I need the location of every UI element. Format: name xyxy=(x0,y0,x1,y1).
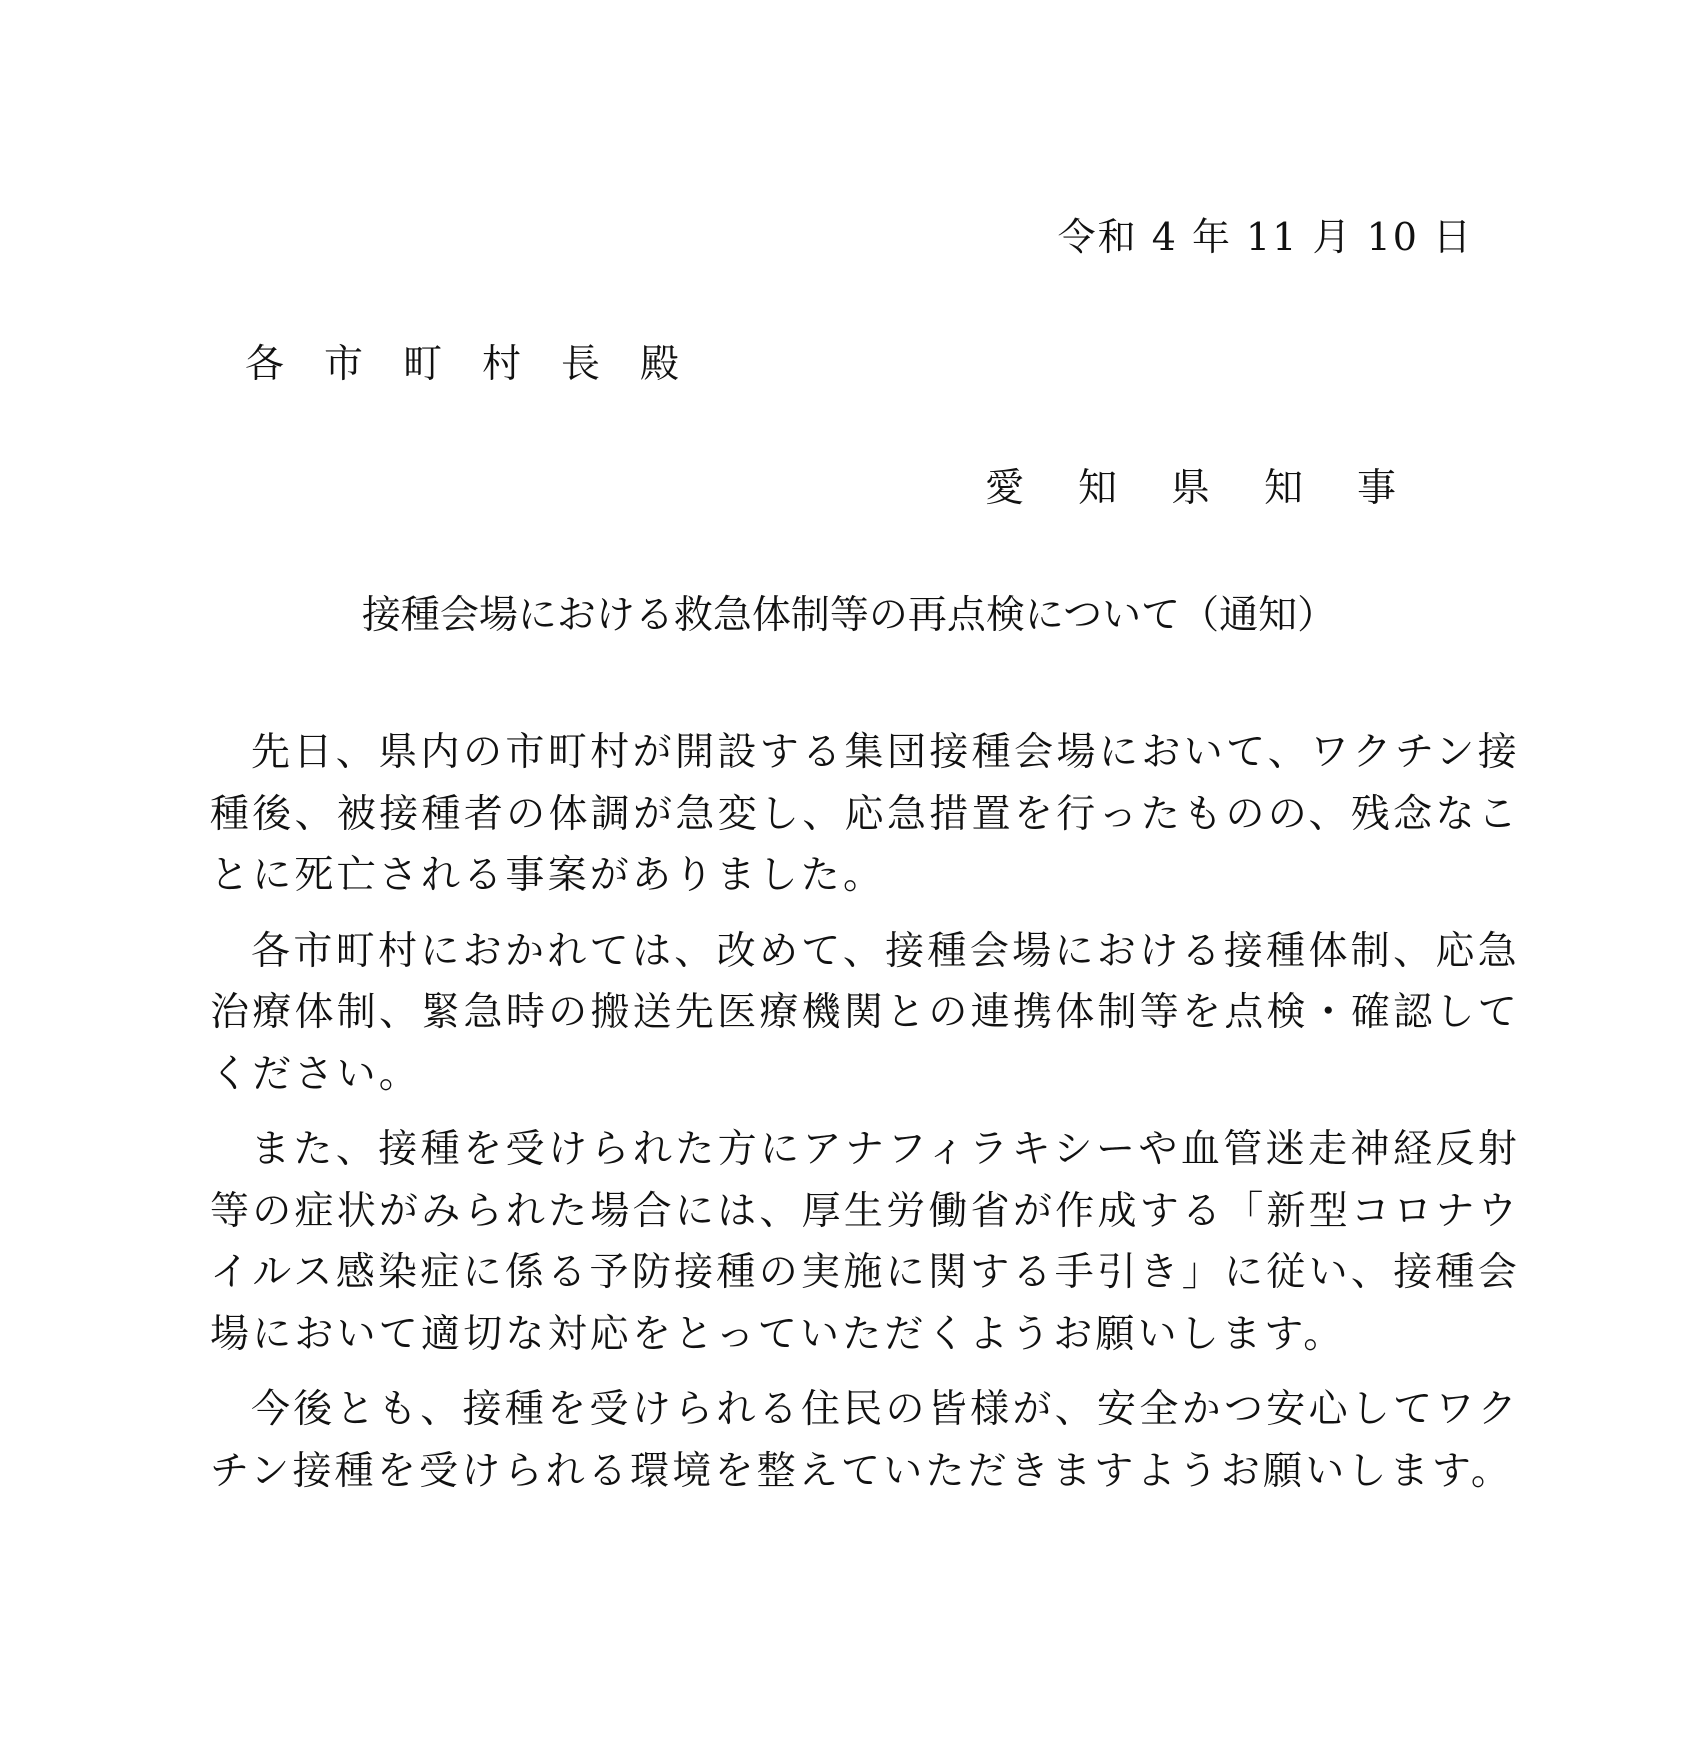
body-paragraph: 先日、県内の市町村が開設する集団接種会場において、ワクチン接種後、被接種者の体調が急変し、応急措置を行ったものの、残念なことに死亡される事案がありました。 xyxy=(210,730,1520,898)
document-date: 令和 4 年 11 月 10 日 xyxy=(1057,215,1473,259)
document-body xyxy=(210,722,1520,1516)
body-paragraph: 各市町村におかれては、改めて、接種会場における接種体制、応急治療体制、緊急時の搬送先医療機関との連携体制等を点検・確認してください。 xyxy=(210,928,1520,1097)
document-subject: 接種会場における救急体制等の再点検について（通知） xyxy=(361,593,1337,638)
addressee: 各市町村長殿 xyxy=(245,342,720,387)
body-paragraph: 今後とも、接種を受けられる住民の皆様が、安全かつ安心してワクチン接種を受けられる環境を整えていただきますようお願いします。 xyxy=(210,1387,1520,1494)
body-paragraph: また、接種を受けられた方にアナフィラキシーや血管迷走神経反射等の症状がみられた場合には、厚生労働省が作成する「新型コロナウイルス感染症に係る予防接種の実施に関する手引き」に従い、接種会場において適切な対応をとっていただくようお願いします。 xyxy=(210,1127,1520,1357)
sender: 愛知県知事 xyxy=(985,466,1451,511)
